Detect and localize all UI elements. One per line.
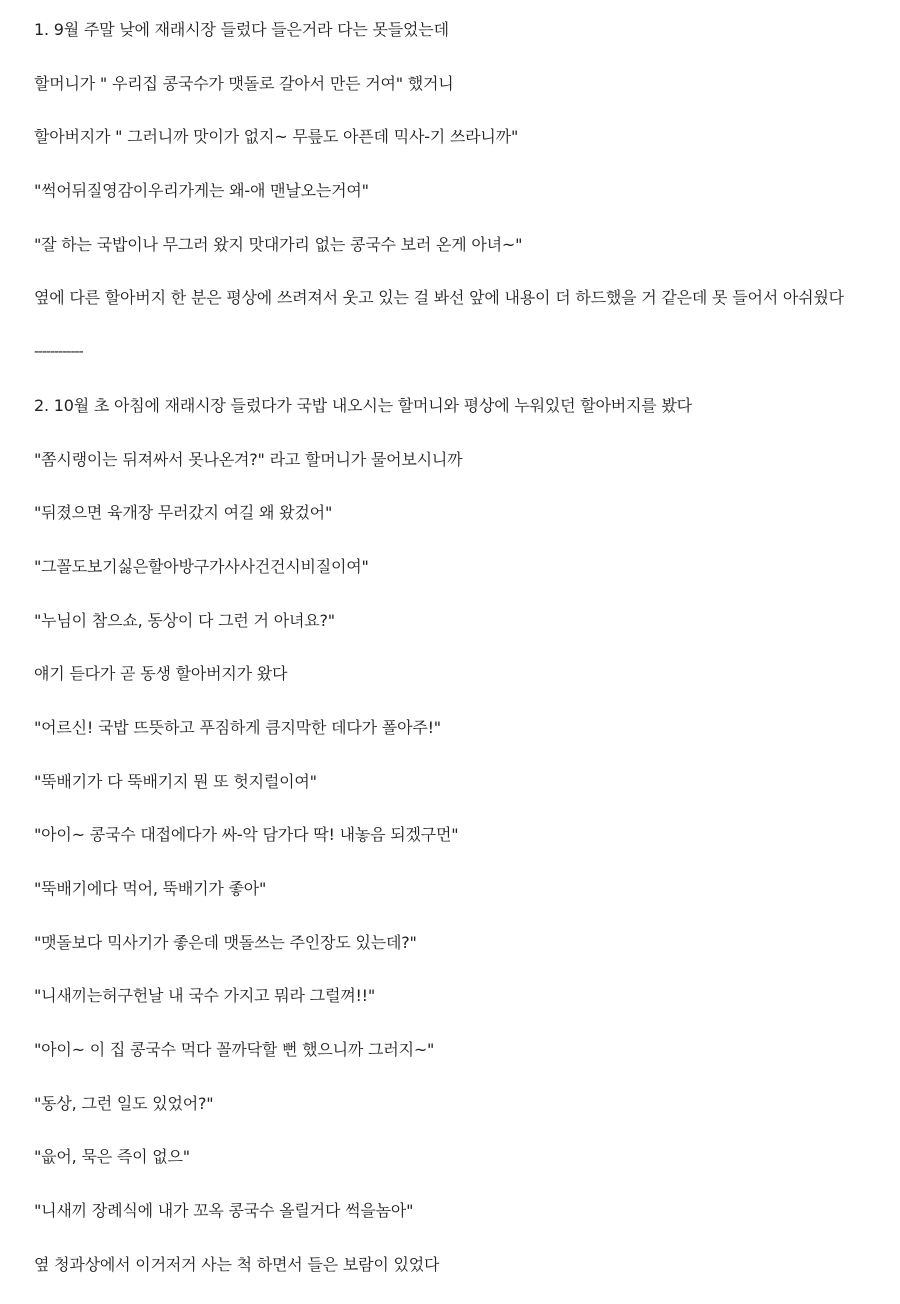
text-line: "동상, 그런 일도 있었어?" [34, 1093, 214, 1113]
text-line: "쫌시랭이는 뒤져싸서 못나온겨?" 라고 할머니가 물어보시니까 [34, 449, 463, 469]
text-line: "썩어뒤질영감이우리가게는 왜-애 맨날오는거여" [34, 181, 369, 201]
text-line: "뒤졌으면 육개장 무러갔지 여길 왜 왔겄어" [34, 503, 333, 523]
text-line: "그꼴도보기싫은할아방구가사사건건시비질이여" [34, 556, 369, 576]
text-line: "뚝배기에다 먹어, 뚝배기가 좋아" [34, 879, 267, 898]
text-line: 할머니가 " 우리집 콩국수가 맷돌로 갈아서 만든 거여" 했거니 [34, 73, 454, 93]
text-line: 1. 9월 주말 낮에 재래시장 들렀다 들은거라 다는 못들었는데 [34, 20, 449, 39]
separator-line: ------------ [34, 344, 83, 361]
text-line: 2. 10월 초 아침에 재래시장 들렀다가 국밥 내오시는 할머니와 평상에 누워있던 할아버지를 봤다 [34, 395, 692, 415]
text-line: "아이~ 이 집 콩국수 먹다 꼴까닥할 뻔 했으니까 그러지~" [34, 1040, 435, 1060]
text-line: "뚝배기가 다 뚝배기지 뭔 또 헛지럴이여" [34, 771, 317, 791]
text-line: "니새끼는허구헌날 내 국수 가지고 뭐라 그럴껴!!" [34, 986, 376, 1006]
text-line: "잘 하는 국밥이나 무그러 왔지 맛대가리 없는 콩국수 보러 온게 아녀~" [34, 234, 523, 254]
text-line: "읎어, 묵은 즉이 없으" [34, 1147, 190, 1167]
text-line: "맷돌보다 믹사기가 좋은데 맷돌쓰는 주인장도 있는데?" [34, 932, 417, 952]
text-line: 옆에 다른 할아버지 한 분은 평상에 쓰려져서 웃고 있는 걸 봐선 앞에 내용이 더 하드했을 거 같은데 못 들어서 아쉬웠다 [34, 288, 844, 308]
text-line: 얘기 듣다가 곧 동생 할아버지가 왔다 [34, 664, 288, 684]
text-line: "누님이 참으쇼, 동상이 다 그런 거 아녀요?" [34, 610, 335, 630]
text-line: "니새끼 장례식에 내가 꼬옥 콩국수 올릴거다 썩을놈아" [34, 1201, 414, 1221]
text-line: "아이~ 콩국수 대접에다가 싸-악 담가다 딱! 내놓음 되겠구먼" [34, 825, 459, 845]
text-line: 할아버지가 " 그러니까 맛이가 없지~ 무릎도 아픈데 믹사-기 쓰라니까" [34, 127, 519, 147]
text-line: "어르신! 국밥 뜨뜻하고 푸짐하게 큼지막한 데다가 폴아주!" [34, 717, 441, 737]
text-line: 옆 청과상에서 이거저거 사는 척 하면서 들은 보람이 있었다 [34, 1254, 440, 1274]
